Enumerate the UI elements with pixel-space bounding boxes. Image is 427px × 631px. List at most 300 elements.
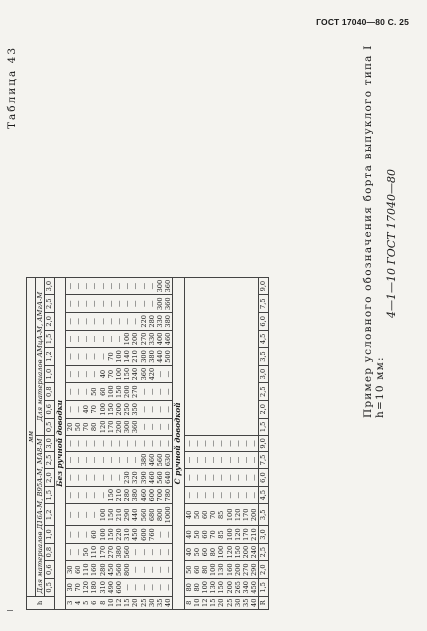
- value-cell: —: [65, 277, 74, 295]
- value-cell: 380: [115, 543, 123, 561]
- value-cell: 680: [148, 504, 156, 526]
- value-cell: 130: [217, 561, 225, 579]
- h-cell: 12: [115, 596, 123, 609]
- value-cell: 320: [131, 469, 139, 487]
- value-cell: 450: [131, 526, 139, 544]
- value-cell: —: [140, 400, 148, 418]
- value-cell: 380: [164, 313, 173, 331]
- value-cell: —: [74, 277, 82, 295]
- h-cell: 6: [90, 596, 98, 609]
- h-cell: 10: [193, 596, 201, 609]
- value-cell: 60: [74, 561, 82, 579]
- r-value-cell: 3,0: [259, 526, 268, 544]
- h-cell: 25: [140, 596, 148, 609]
- value-cell: 160: [226, 561, 234, 579]
- value-cell: —: [140, 418, 148, 436]
- value-cell: 460: [148, 469, 156, 487]
- value-cell: 780: [164, 486, 173, 504]
- value-cell: —: [115, 313, 123, 331]
- example-title: Пример условного обозначения борта выпуклого типа I h=10 мм:: [362, 44, 386, 418]
- value-cell: —: [82, 469, 90, 487]
- value-cell: 60: [90, 526, 98, 544]
- table-row: [217, 277, 225, 609]
- r-value-cell: 7,5: [259, 295, 268, 313]
- section-title-row: [173, 277, 184, 609]
- value-cell: 120: [82, 579, 90, 597]
- value-cell: 70: [209, 504, 217, 526]
- table-row: [65, 277, 74, 609]
- value-cell: —: [74, 383, 82, 401]
- value-cell: 100: [209, 561, 217, 579]
- value-cell: 210: [115, 504, 123, 526]
- value-cell: 100: [217, 543, 225, 561]
- h-cell: 4: [74, 596, 82, 609]
- value-cell: —: [115, 469, 123, 487]
- value-cell: —: [148, 561, 156, 579]
- value-cell: 150: [123, 365, 131, 383]
- value-cell: 100: [99, 504, 107, 526]
- value-cell: 300: [140, 348, 148, 366]
- value-cell: 200: [226, 579, 234, 597]
- value-cell: 440: [131, 504, 139, 526]
- r-row: [259, 277, 268, 609]
- value-cell: —: [99, 313, 107, 331]
- empty-cell: [250, 277, 259, 435]
- value-cell: —: [99, 451, 107, 469]
- value-cell: 630: [164, 451, 173, 469]
- table-row: [184, 277, 193, 609]
- value-cell: 70: [107, 348, 115, 366]
- value-cell: 60: [201, 543, 209, 561]
- value-cell: —: [201, 469, 209, 487]
- value-cell: 60: [99, 383, 107, 401]
- value-cell: —: [201, 451, 209, 469]
- s-value-right: 0,5: [45, 418, 54, 436]
- h-cell: 20: [217, 596, 225, 609]
- h-cell: 8: [99, 596, 107, 609]
- value-cell: 80: [201, 561, 209, 579]
- s-value-left: 0,5: [45, 579, 54, 597]
- value-cell: —: [123, 579, 131, 597]
- table-row: [209, 277, 217, 609]
- h-cell: 15: [123, 596, 131, 609]
- empty-cell: [242, 277, 250, 435]
- value-cell: 70: [209, 526, 217, 544]
- value-cell: —: [115, 436, 123, 452]
- value-cell: —: [234, 469, 242, 487]
- value-cell: 85: [217, 504, 225, 526]
- value-cell: 310: [123, 526, 131, 544]
- value-cell: 600: [148, 486, 156, 504]
- value-cell: 150: [107, 526, 115, 544]
- h-cell: 15: [209, 596, 217, 609]
- s-value-right: 0,6: [45, 400, 54, 418]
- value-cell: —: [140, 579, 148, 597]
- r-value-cell: 2,0: [259, 561, 268, 579]
- value-cell: —: [65, 436, 74, 452]
- value-cell: —: [123, 313, 131, 331]
- h-cell: 40: [164, 596, 173, 609]
- value-cell: —: [90, 277, 98, 295]
- value-cell: 270: [242, 561, 250, 579]
- value-cell: —: [74, 486, 82, 504]
- value-cell: 20: [65, 418, 74, 436]
- value-cell: —: [99, 330, 107, 348]
- value-cell: 450: [250, 579, 259, 597]
- table-row: [90, 277, 98, 609]
- value-cell: 420: [148, 365, 156, 383]
- r-value-cell: 2,5: [259, 383, 268, 401]
- value-cell: —: [164, 418, 173, 436]
- value-cell: 340: [242, 579, 250, 597]
- s-value-right: 1,2: [45, 348, 54, 366]
- value-cell: —: [164, 400, 173, 418]
- value-cell: 230: [123, 469, 131, 487]
- value-cell: —: [226, 451, 234, 469]
- r-value-cell: 3,5: [259, 504, 268, 526]
- value-cell: 50: [193, 504, 201, 526]
- value-cell: —: [184, 486, 193, 504]
- s-values-row: [45, 277, 54, 609]
- table-row: [99, 277, 107, 609]
- value-cell: 380: [131, 486, 139, 504]
- value-cell: 400: [156, 330, 164, 348]
- value-cell: 200: [242, 543, 250, 561]
- value-cell: 170: [99, 543, 107, 561]
- value-cell: 360: [164, 277, 173, 295]
- table-row: [74, 277, 82, 609]
- h-cell: 3: [65, 596, 74, 609]
- value-cell: —: [82, 526, 90, 544]
- value-cell: —: [217, 436, 225, 452]
- value-cell: —: [74, 330, 82, 348]
- value-cell: —: [107, 295, 115, 313]
- value-cell: 210: [115, 486, 123, 504]
- value-cell: 100: [226, 504, 234, 526]
- value-cell: —: [156, 383, 164, 401]
- value-cell: 360: [131, 418, 139, 436]
- s-value-left: 2,5: [45, 451, 54, 469]
- value-cell: 440: [156, 348, 164, 366]
- value-cell: 220: [115, 526, 123, 544]
- value-cell: —: [148, 295, 156, 313]
- value-cell: —: [131, 561, 139, 579]
- value-cell: —: [131, 295, 139, 313]
- value-cell: 200: [131, 330, 139, 348]
- value-cell: 300: [123, 418, 131, 436]
- value-cell: 800: [123, 561, 131, 579]
- value-cell: 100: [115, 348, 123, 366]
- value-cell: —: [65, 504, 74, 526]
- r-value-cell: 7,5: [259, 451, 268, 469]
- h-cell: 30: [234, 596, 242, 609]
- value-cell: 30: [65, 579, 74, 597]
- empty-cell: [193, 277, 201, 435]
- value-cell: 560: [156, 469, 164, 487]
- value-cell: —: [65, 451, 74, 469]
- value-cell: —: [65, 365, 74, 383]
- value-cell: 120: [234, 526, 242, 544]
- s-value-right: 1,5: [45, 330, 54, 348]
- h-column-header: h: [27, 596, 55, 609]
- section-title-row: [54, 277, 65, 609]
- value-cell: 40: [184, 543, 193, 561]
- value-cell: 80: [209, 543, 217, 561]
- r-value-cell: 4,5: [259, 330, 268, 348]
- value-cell: —: [99, 277, 107, 295]
- value-cell: 210: [131, 348, 139, 366]
- value-cell: —: [115, 451, 123, 469]
- value-cell: —: [74, 313, 82, 331]
- value-cell: —: [217, 451, 225, 469]
- value-cell: —: [193, 469, 201, 487]
- s-value-right: 2,0: [45, 313, 54, 331]
- value-cell: —: [131, 313, 139, 331]
- value-cell: 200: [115, 418, 123, 436]
- value-cell: —: [140, 436, 148, 452]
- s-value-left: 0,8: [45, 543, 54, 561]
- value-cell: 360: [140, 365, 148, 383]
- value-cell: —: [156, 526, 164, 544]
- value-cell: 380: [148, 348, 156, 366]
- value-cell: 50: [193, 526, 201, 544]
- value-cell: 300: [156, 277, 164, 295]
- value-cell: 60: [201, 526, 209, 544]
- value-cell: 1000: [164, 504, 173, 526]
- value-cell: —: [164, 383, 173, 401]
- value-cell: —: [131, 277, 139, 295]
- table-row: [131, 277, 139, 609]
- s-value-left: 3,0: [45, 436, 54, 452]
- value-cell: 280: [99, 561, 107, 579]
- value-cell: 80: [90, 418, 98, 436]
- table-row: [148, 277, 156, 609]
- value-cell: —: [148, 436, 156, 452]
- value-cell: —: [156, 579, 164, 597]
- value-cell: 40: [99, 365, 107, 383]
- value-cell: —: [74, 526, 82, 544]
- value-cell: 330: [148, 330, 156, 348]
- r-value-cell: 3,0: [259, 365, 268, 383]
- h-cell: 20: [131, 596, 139, 609]
- value-cell: —: [99, 436, 107, 452]
- value-cell: —: [209, 486, 217, 504]
- value-cell: 460: [164, 330, 173, 348]
- table-row: [123, 277, 131, 609]
- h-cell: 35: [156, 596, 164, 609]
- value-cell: 350: [131, 400, 139, 418]
- value-cell: —: [156, 561, 164, 579]
- value-cell: 280: [148, 313, 156, 331]
- s-value-left: 1,0: [45, 526, 54, 544]
- s-value-left: 0,6: [45, 561, 54, 579]
- s-value-left: 2,0: [45, 469, 54, 487]
- value-cell: —: [250, 451, 259, 469]
- value-cell: 85: [217, 526, 225, 544]
- value-cell: —: [115, 330, 123, 348]
- value-cell: 100: [107, 383, 115, 401]
- empty-cell: [217, 277, 225, 435]
- r-value-cell: 6,0: [259, 313, 268, 331]
- value-cell: —: [123, 451, 131, 469]
- value-cell: —: [90, 365, 98, 383]
- value-cell: —: [123, 277, 131, 295]
- value-cell: 560: [156, 451, 164, 469]
- value-cell: —: [74, 400, 82, 418]
- value-cell: —: [242, 469, 250, 487]
- value-cell: —: [99, 295, 107, 313]
- value-cell: 120: [234, 504, 242, 526]
- s-value-right: 0,8: [45, 383, 54, 401]
- value-cell: 360: [164, 295, 173, 313]
- value-cell: —: [82, 451, 90, 469]
- value-cell: —: [140, 543, 148, 561]
- h-cell: 8: [184, 596, 193, 609]
- value-cell: 140: [123, 348, 131, 366]
- section-title: Без ручной доводки: [54, 277, 65, 609]
- value-cell: —: [90, 486, 98, 504]
- value-cell: —: [250, 436, 259, 452]
- page-header: ГОСТ 17040—80 С. 25: [316, 17, 409, 27]
- value-cell: —: [193, 451, 201, 469]
- h-cell: 30: [148, 596, 156, 609]
- value-cell: 100: [201, 579, 209, 597]
- value-cell: 490: [107, 579, 115, 597]
- value-cell: —: [234, 436, 242, 452]
- table-row: [107, 277, 115, 609]
- value-cell: —: [74, 504, 82, 526]
- value-cell: 380: [140, 451, 148, 469]
- value-cell: —: [82, 295, 90, 313]
- value-cell: —: [140, 277, 148, 295]
- value-cell: 70: [90, 400, 98, 418]
- value-cell: —: [90, 504, 98, 526]
- value-cell: —: [184, 451, 193, 469]
- value-cell: 40: [184, 504, 193, 526]
- value-cell: —: [65, 543, 74, 561]
- value-cell: —: [123, 295, 131, 313]
- value-cell: —: [74, 365, 82, 383]
- value-cell: —: [193, 436, 201, 452]
- table-row: [226, 277, 234, 609]
- value-cell: —: [209, 451, 217, 469]
- example-designation: 4—1—10 ГОСТ 17040—80: [385, 168, 398, 318]
- value-cell: 100: [115, 365, 123, 383]
- value-cell: 70: [74, 579, 82, 597]
- value-cell: 150: [234, 543, 242, 561]
- value-cell: 150: [107, 486, 115, 504]
- value-cell: —: [156, 400, 164, 418]
- value-cell: 330: [156, 313, 164, 331]
- value-cell: —: [74, 543, 82, 561]
- value-cell: 70: [107, 365, 115, 383]
- value-cell: —: [82, 365, 90, 383]
- value-cell: 220: [140, 313, 148, 331]
- r-value-cell: 1,5: [259, 579, 268, 597]
- value-cell: 150: [107, 504, 115, 526]
- s-value-right: 1,0: [45, 365, 54, 383]
- value-cell: 300: [156, 295, 164, 313]
- value-cell: 80: [193, 579, 201, 597]
- value-cell: 150: [107, 400, 115, 418]
- value-cell: 600: [140, 526, 148, 544]
- h-cell: 5: [82, 596, 90, 609]
- value-cell: —: [99, 469, 107, 487]
- value-cell: 280: [123, 486, 131, 504]
- value-cell: —: [65, 383, 74, 401]
- value-cell: —: [140, 561, 148, 579]
- value-cell: —: [74, 348, 82, 366]
- value-cell: 160: [90, 561, 98, 579]
- value-cell: 250: [123, 400, 131, 418]
- value-cell: —: [234, 486, 242, 504]
- value-cell: —: [242, 486, 250, 504]
- value-cell: 390: [140, 469, 148, 487]
- value-cell: 460: [140, 486, 148, 504]
- r-value-cell: 2,0: [259, 400, 268, 418]
- value-cell: —: [217, 486, 225, 504]
- h-cell: 40: [250, 596, 259, 609]
- value-cell: 600: [115, 579, 123, 597]
- h-cell: 25: [226, 596, 234, 609]
- s-value-right: 3,0: [45, 277, 54, 295]
- value-cell: —: [242, 436, 250, 452]
- value-cell: 30: [65, 561, 74, 579]
- value-cell: —: [250, 469, 259, 487]
- value-cell: —: [74, 469, 82, 487]
- r-value-cell: 4,5: [259, 486, 268, 504]
- group-header-left: Для материалов Д16А-М, В95А-М, МА8-М: [36, 436, 45, 596]
- value-cell: 200: [123, 383, 131, 401]
- value-cell: —: [74, 436, 82, 452]
- value-cell: 180: [90, 579, 98, 597]
- value-cell: —: [65, 400, 74, 418]
- r-label-cell: R: [259, 596, 268, 609]
- value-cell: —: [90, 313, 98, 331]
- empty-cell: [184, 277, 193, 435]
- value-cell: —: [107, 277, 115, 295]
- value-cell: —: [107, 436, 115, 452]
- value-cell: —: [140, 295, 148, 313]
- value-cell: —: [82, 348, 90, 366]
- value-cell: —: [148, 277, 156, 295]
- h-cell: 12: [201, 596, 209, 609]
- value-cell: 50: [184, 561, 193, 579]
- value-cell: 210: [250, 526, 259, 544]
- value-cell: —: [74, 295, 82, 313]
- value-cell: —: [201, 486, 209, 504]
- value-cell: —: [226, 486, 234, 504]
- value-cell: 170: [107, 418, 115, 436]
- s-value-left: 1,5: [45, 486, 54, 504]
- s-value-left: 1,2: [45, 504, 54, 526]
- value-cell: —: [107, 313, 115, 331]
- value-cell: 270: [140, 330, 148, 348]
- value-cell: —: [65, 469, 74, 487]
- value-cell: —: [242, 451, 250, 469]
- value-cell: —: [164, 543, 173, 561]
- value-cell: 560: [140, 504, 148, 526]
- section-title: С ручной доводкой: [173, 277, 184, 609]
- value-cell: —: [82, 313, 90, 331]
- value-cell: 500: [164, 348, 173, 366]
- h-cell: 10: [107, 596, 115, 609]
- table-row: [140, 277, 148, 609]
- value-cell: —: [107, 451, 115, 469]
- table-row: [115, 277, 123, 609]
- value-cell: —: [82, 436, 90, 452]
- value-cell: —: [82, 486, 90, 504]
